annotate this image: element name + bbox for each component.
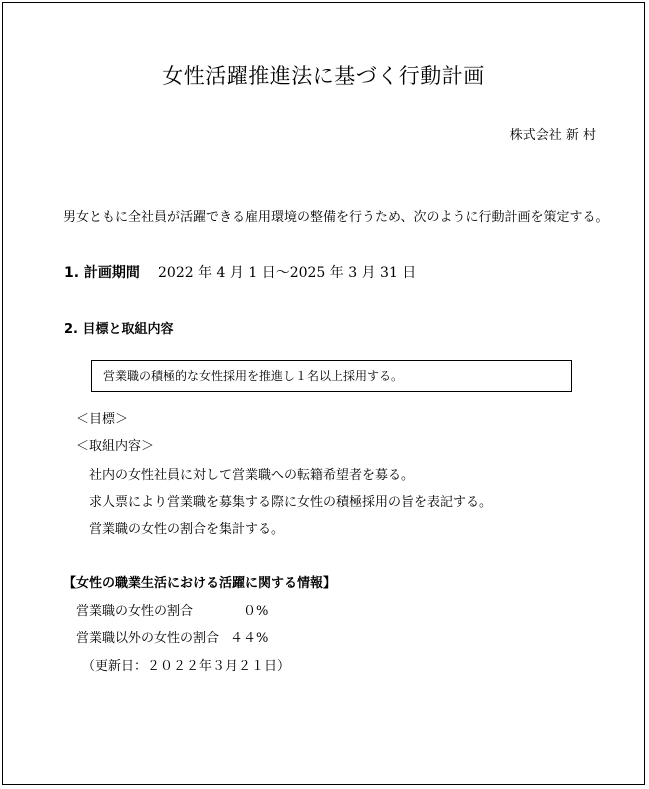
section2-heading: 2. 目標と取組内容 [64, 322, 174, 337]
goal-heading: ＜目標＞ [76, 412, 129, 427]
section1-heading: 1. 計画期間 [64, 265, 140, 281]
intro-text: 男女ともに全社員が活躍できる雇用環境の整備を行うため、次のように行動計画を策定する。 [63, 210, 609, 225]
company-name: 株式会社 新 村 [509, 128, 596, 143]
info-row-value: ４４% [230, 631, 269, 646]
plan-period: 2022 年 4 月 1 日～2025 年 3 月 31 日 [158, 265, 417, 281]
info-row-label: 営業職以外の女性の割合 [76, 631, 220, 646]
action-item: 社内の女性社員に対して営業職への転籍希望者を募る。 [89, 468, 415, 483]
document-title: 女性活躍推進法に基づく行動計画 [162, 64, 485, 88]
info-row-value: ０% [243, 604, 269, 619]
goal-box: 営業職の積極的な女性採用を推進し１名以上採用する。 [91, 360, 572, 392]
actions-heading: ＜取組内容＞ [76, 439, 155, 454]
info-heading: 【女性の職業生活における活躍に関する情報】 [63, 576, 337, 591]
info-row-label: 営業職の女性の割合 [76, 604, 194, 619]
action-item: 求人票により営業職を募集する際に女性の積極採用の旨を表記する。 [89, 495, 493, 510]
update-date: （更新日：２０２２年３月２１日） [82, 659, 291, 674]
document-page [2, 2, 645, 785]
action-item: 営業職の女性の割合を集計する。 [89, 522, 285, 537]
